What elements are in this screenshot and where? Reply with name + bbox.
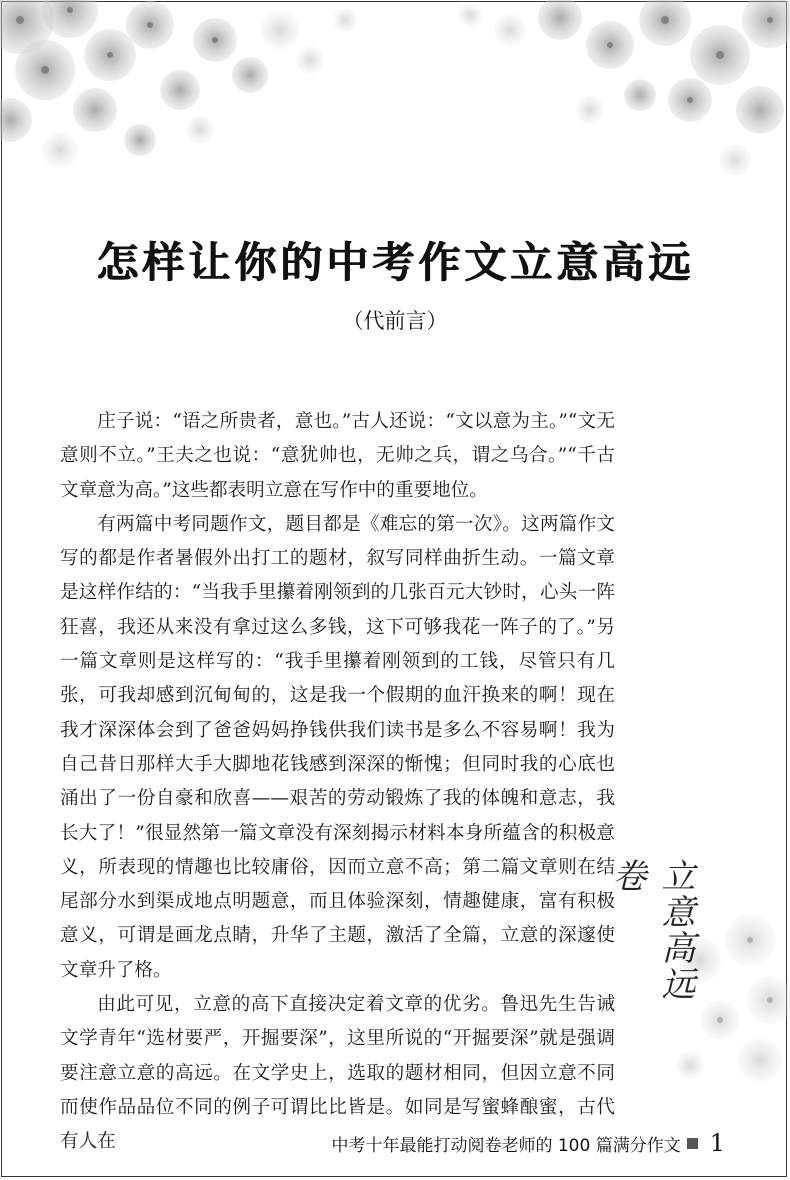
page-subtitle: （代前言）: [342, 309, 448, 333]
page-title: 怎样让你的中考作文立意高远: [95, 238, 694, 287]
footer: [60, 1128, 725, 1158]
footer-square-icon: [687, 1138, 698, 1149]
flower-decoration-top: [0, 0, 790, 190]
paragraph: 由此可见，立意的高下直接决定着文章的优劣。鲁迅先生告诫文学青年“选材要严，开掘要深”，这里所说的“开掘要深”就是强调要注意立意的高远。在文学史上，选取的题材相同，但因立意不同而使作品品位不同的例子可谓比比皆是。如同是写蜜蜂酿蜜，古代有人在: [60, 994, 615, 1153]
body-text: [60, 405, 615, 1160]
footer-book-title: 中考十年最能打动阅卷老师的 100 篇满分作文: [331, 1135, 681, 1156]
side-calligraphy: 立意高远卷: [606, 858, 695, 1002]
paragraph: 庄子说：“语之所贵者，意也。”古人还说：“文以意为主。”“文无意则不立。”王夫之也说：“意犹帅也，无帅之兵，谓之乌合。”“千古文章意为高。”这些都表明立意在写作中的重要地位。: [60, 411, 615, 501]
paragraph: 有两篇中考同题作文，题目都是《难忘的第一次》。这两篇作文写的都是作者暑假外出打工的题材，叙写同样曲折生动。一篇文章是这样作结的：“当我手里攥着刚领到的几张百元大钞时，心头一阵狂喜，我还从来没有拿过这么多钱，这下可够我花一阵子的了。”另一篇文章则是这样写的：“我手里攥着刚领到的工钱，尽管只有几张，可我却感到沉甸甸的，这是我一个假期的血汗换来的啊！现在我才深深体会到了爸爸妈妈挣钱供我们读书是多么不容易啊！我为自己昔日那样大手大脚地花钱感到深深的惭愧；但同时我的心底也涌出了一份自豪和欣喜——艰苦的劳动锻炼了我的体魄和意志，我长大了！”很显然第一篇文章没有深刻揭示材料本身所蕴含的积极意义，所表现的情趣也比较庸俗，因而立意不高；第二篇文章则在结尾部分水到渠成地点明题意，而且体验深刻，情趣健康，富有积极意义，可谓是画龙点睛，升华了主题，激活了全篇，立意的深邃使文章升了格。: [60, 513, 615, 981]
page-number: 1: [709, 1129, 725, 1157]
